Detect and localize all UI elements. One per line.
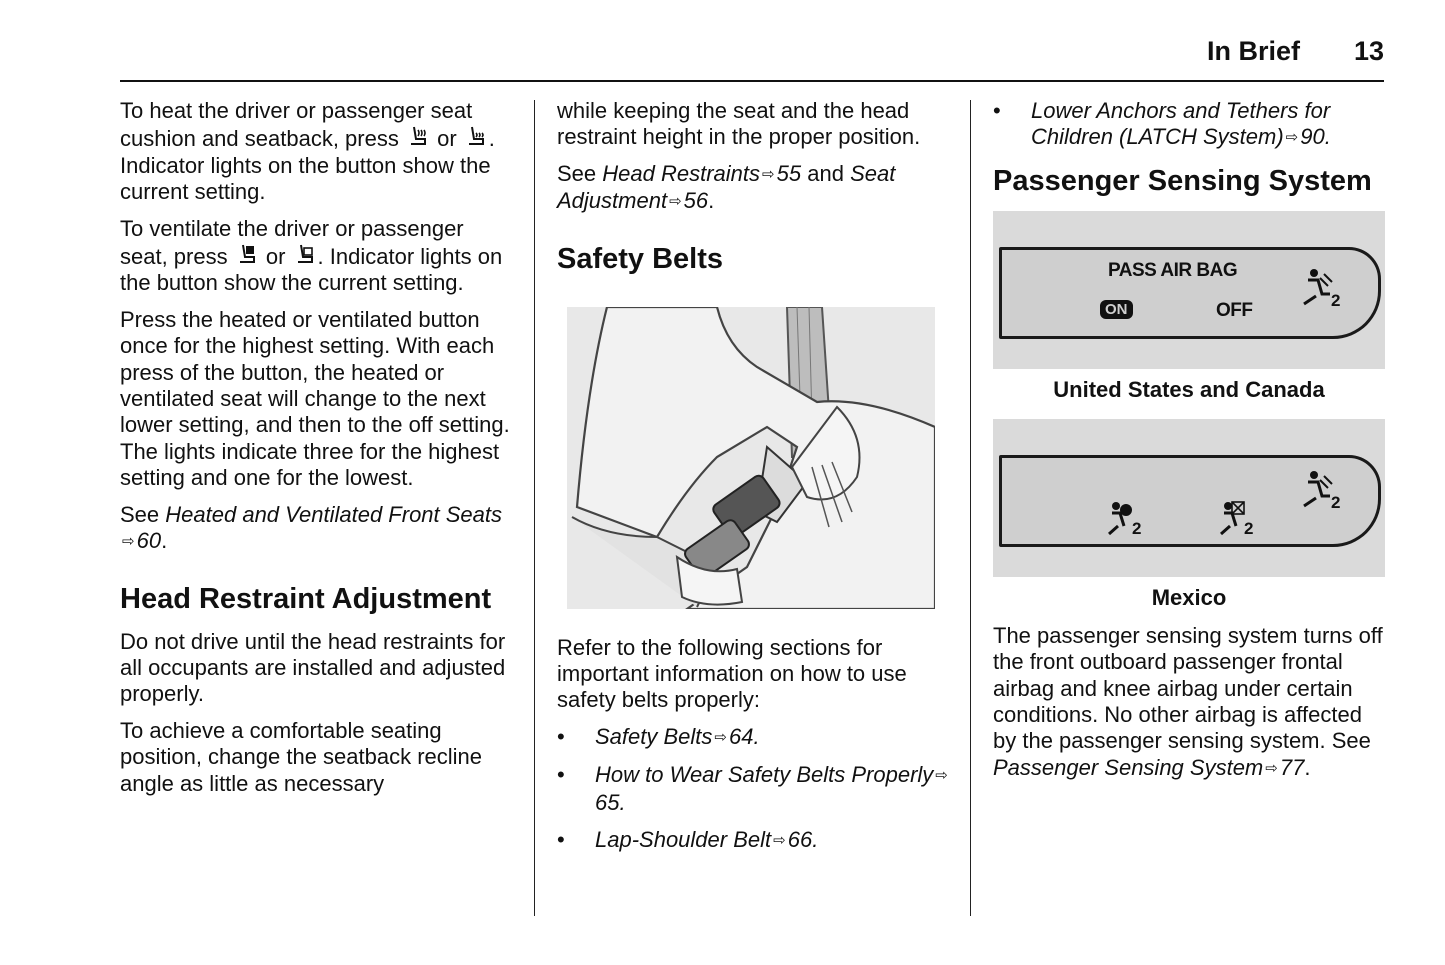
airbag-off-indicator: OFF [1216, 299, 1253, 321]
xref-head-restraints[interactable]: Head Restraints [602, 160, 761, 186]
heated-seat-cushion-backrest-icon [405, 124, 431, 150]
ventilated-seatback-icon [292, 242, 318, 268]
airbag-status-panel [999, 455, 1381, 547]
passenger-airbag-status-icon [1298, 470, 1344, 515]
passenger-sensing-paragraph: The passenger sensing system turns off the front outboard passenger frontal airbag and knee airbag under certain conditions. No other airbag is affected by the passenger sensing system. See Passenger Sensing System ⇨77. [993, 623, 1385, 782]
page-ref-arrow-icon: ⇨ [1285, 129, 1299, 147]
see-reference-head-restraints: See Head Restraints ⇨55 and Seat Adjustment ⇨56. [557, 161, 952, 216]
list-item[interactable]: • Lap-Shoulder Belt ⇨66. [557, 827, 952, 854]
airbag-on-indicator: ON [1100, 300, 1133, 319]
airbag-status-panel [999, 247, 1381, 339]
heated-ventilated-settings-paragraph: Press the heated or ventilated button once for the highest setting. With each press of the button, the heated or ventilated seat will change to the next lower setting, and then to the off setting. The lights indicate three for the highest setting and one for the lowest. [120, 306, 510, 491]
list-item[interactable]: • How to Wear Safety Belts Properly ⇨65. [557, 762, 952, 816]
list-item[interactable]: • Safety Belts ⇨64. [557, 724, 952, 751]
page-header [120, 30, 1384, 82]
page-ref-arrow-icon: ⇨ [1265, 759, 1278, 777]
xref-seat-adjustment[interactable]: Seat Adjustment [557, 160, 896, 214]
xref-passenger-sensing[interactable]: Passenger Sensing System [993, 754, 1264, 780]
head-restraint-continued: while keeping the seat and the head restraint height in the proper position. [557, 98, 921, 150]
heated-seatback-icon [463, 124, 489, 150]
column-1 [120, 98, 515, 807]
head-restraint-heading: Head Restraint Adjustment [120, 582, 492, 615]
pass-air-bag-label: PASS AIR BAG [1108, 259, 1238, 281]
ventilated-seat-paragraph: To ventilate the driver or passenger seat, press or . Indicator lights on the button show the current setting. [120, 215, 503, 296]
svg-text:2: 2 [1132, 518, 1142, 538]
latch-reference-list [993, 98, 1385, 152]
column-divider [534, 100, 535, 916]
page-ref-arrow-icon: ⇨ [762, 165, 775, 183]
column-3 [993, 98, 1385, 792]
column-2 [557, 98, 952, 865]
xref-heated-seats[interactable]: Heated and Ventilated Front Seats [165, 501, 503, 527]
page-ref-arrow-icon: ⇨ [122, 533, 135, 551]
page-ref-arrow-icon: ⇨ [669, 193, 682, 211]
safety-belts-reference-list [557, 724, 952, 855]
column-divider [970, 100, 971, 916]
page-ref-arrow-icon: ⇨ [714, 728, 727, 746]
ventilated-seat-cushion-backrest-icon [234, 242, 260, 268]
safety-belt-illustration [567, 307, 935, 609]
passenger-airbag-off-icon [1218, 498, 1260, 543]
section-title: In Brief [1206, 36, 1300, 66]
svg-text:2: 2 [1244, 518, 1254, 538]
list-item[interactable]: • Lower Anchors and Tethers for Children (LATCH System) ⇨90. [993, 98, 1385, 152]
passenger-airbag-status-icon [1298, 268, 1344, 313]
passenger-sensing-heading: Passenger Sensing System [993, 164, 1372, 197]
passenger-airbag-on-icon [1106, 500, 1148, 543]
svg-text:2: 2 [1331, 492, 1341, 510]
airbag-indicator-figure-mexico [993, 419, 1385, 577]
airbag-indicator-figure-us-canada [993, 211, 1385, 369]
figure-caption-mexico: Mexico [1151, 584, 1227, 610]
see-reference-heated-seats: See Heated and Ventilated Front Seats⇨60. [120, 502, 515, 556]
page-ref-arrow-icon: ⇨ [773, 832, 786, 850]
figure-caption-us-canada: United States and Canada [1053, 376, 1325, 402]
page-ref-arrow-icon: ⇨ [935, 767, 948, 785]
svg-text:2: 2 [1331, 290, 1341, 308]
head-restraint-paragraph-2: To achieve a comfortable seating position, change the seatback recline angle as little as necessary [120, 717, 483, 796]
safety-belt-buckling-illustration [567, 307, 935, 609]
heated-seat-paragraph: To heat the driver or passenger seat cushion and seatback, press or . Indicator lights on the button show the current setting. [120, 98, 495, 205]
head-restraint-paragraph-1: Do not drive until the head restraints for all occupants are installed and adjusted properly. [120, 628, 506, 707]
safety-belts-heading: Safety Belts [557, 242, 724, 275]
safety-belts-intro: Refer to the following sections for important information on how to use safety belts properly: [557, 634, 907, 713]
page-number: 13 [1353, 36, 1384, 66]
